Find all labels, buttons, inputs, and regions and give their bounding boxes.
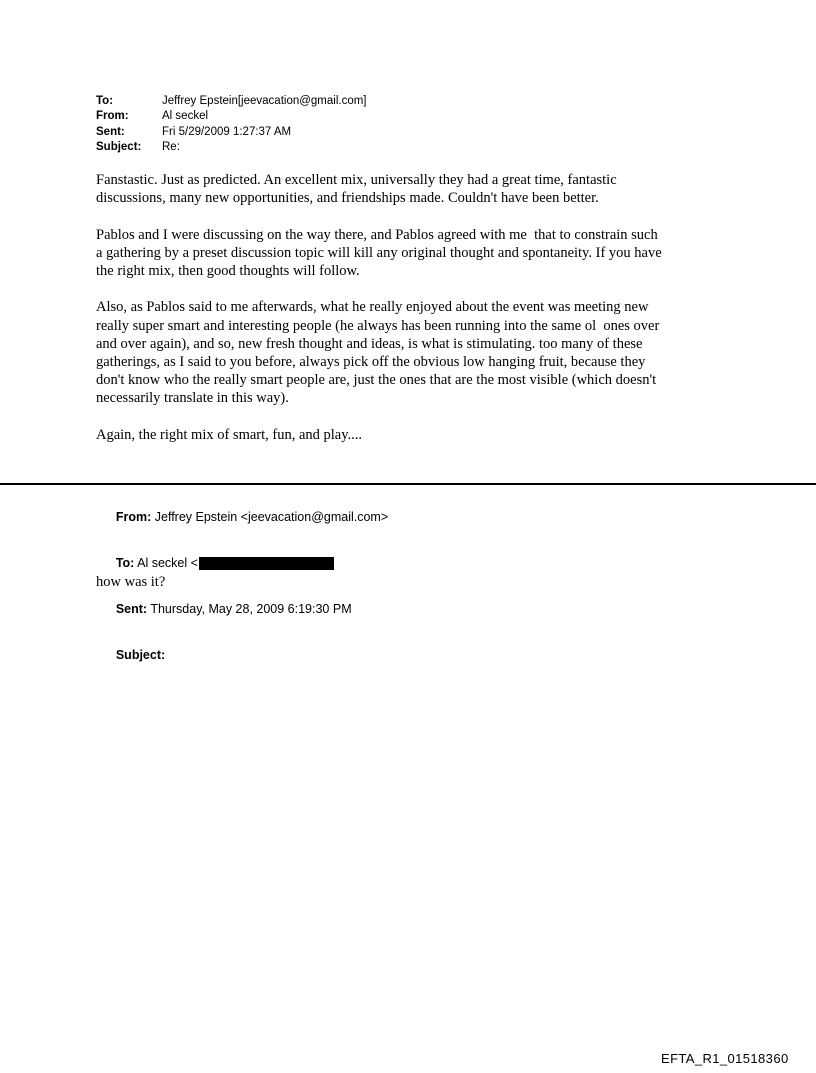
bates-number: EFTA_R1_01518360 xyxy=(661,1051,789,1066)
text-line: Fanstastic. Just as predicted. An excellent mix, universally they had a great time, fantastic xyxy=(96,172,617,188)
paragraph xyxy=(96,171,736,207)
paragraph xyxy=(96,298,736,407)
quoted-sent-value: Thursday, May 28, 2009 6:19:30 PM xyxy=(147,602,352,617)
text-line: and over again), and so, new fresh thought and ideas, is what is stimulating. too many of these xyxy=(96,335,643,352)
redaction-bar xyxy=(199,557,334,570)
text-line: really super smart and interesting people (he always has been running into the same ol ones over xyxy=(96,317,660,334)
quoted-header-row-subject xyxy=(95,633,388,679)
sent-label: Sent: xyxy=(96,125,125,138)
from-value: Al seckel xyxy=(162,110,209,123)
quoted-from-value: Jeffrey Epstein <jeevacation@gmail.com> xyxy=(151,510,389,525)
quoted-email-body: how was it? xyxy=(96,574,166,590)
to-value: Jeffrey Epstein[jeevacation@gmail.com] xyxy=(162,95,367,107)
header-row-sent xyxy=(96,125,367,140)
header-row-from xyxy=(96,109,367,124)
email-header-block xyxy=(96,94,367,156)
quoted-header-row-from xyxy=(95,495,388,541)
to-label: To: xyxy=(96,95,114,107)
email-body xyxy=(96,171,736,462)
text-line: necessarily translate in this way). xyxy=(96,390,289,407)
quoted-to-label: To: xyxy=(115,556,135,571)
text-line: Also, as Pablos said to me afterwards, what he really enjoyed about the event was meeting new xyxy=(96,299,649,316)
quoted-from-label: From: xyxy=(115,510,152,525)
subject-value: Re: xyxy=(162,141,180,154)
quoted-sent-label: Sent: xyxy=(115,602,148,617)
text-line: gatherings, as I said to you before, always pick off the obvious low hanging fruit, because they xyxy=(96,354,646,370)
header-row-to xyxy=(96,94,367,109)
text-line: Again, the right mix of smart, fun, and play.... xyxy=(96,426,363,443)
paragraph xyxy=(96,426,736,444)
text-line: Pablos and I were discussing on the way there, and Pablos agreed with me that to constrain such xyxy=(96,226,658,243)
text-line: a gathering by a preset discussion topic will kill any original thought and spontaneity. If you have xyxy=(96,244,662,261)
text-line: the right mix, then good thoughts will follow. xyxy=(96,263,360,279)
sent-value: Fri 5/29/2009 1:27:37 AM xyxy=(162,125,292,138)
text-line: discussions, many new opportunities, and friendships made. Couldn't have been better. xyxy=(96,190,599,207)
text-line: don't know who the really smart people are, just the ones that are the most visible (which doesn't xyxy=(96,372,657,389)
from-label: From: xyxy=(96,110,129,123)
divider-line xyxy=(0,483,816,485)
header-row-subject xyxy=(96,140,367,155)
quoted-header-row-sent xyxy=(95,587,388,633)
subject-label: Subject: xyxy=(96,141,142,154)
paragraph xyxy=(96,226,736,281)
quoted-to-value: Al seckel < xyxy=(134,556,198,571)
quoted-subject-label: Subject: xyxy=(115,647,166,662)
